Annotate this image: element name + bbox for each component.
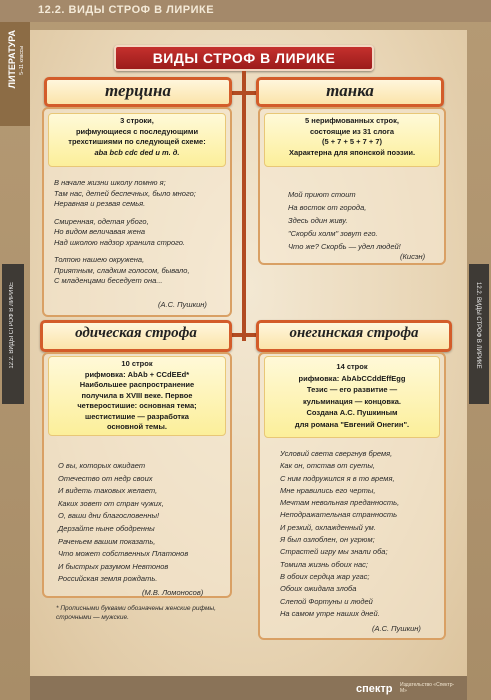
poem-line: Страстей игру мы знали оба; — [280, 547, 388, 557]
label-onegin: онегинская строфа — [289, 325, 419, 341]
author-tercet: (А.С. Пушкин) — [158, 300, 207, 309]
right-side-bar-text: 12.2. ВИДЫ СТРОФ В ЛИРИКЕ — [475, 282, 481, 369]
poem-line: Приятным, сладким голосом, бывало, — [54, 265, 190, 275]
label-tanka: танка — [326, 81, 374, 100]
poem-line: Что же? Скорбь — удел людей! — [288, 242, 401, 251]
footnote: * Прописными буквами обозначены женские рифмы, строчными — мужские. — [56, 605, 216, 621]
poem-line: И быстрых разумом Невтонов — [58, 561, 169, 571]
poem-tanka — [288, 188, 401, 253]
poem-line: Условий света свергнув бремя, — [280, 449, 393, 458]
poem-line: Там нас, детей беспечных, было много; — [54, 188, 196, 198]
poem-line: С младенцами беседует она... — [54, 276, 163, 285]
poem-line: Неравная и резвая семья. — [54, 199, 146, 208]
poem-line: Обоих ожидала злоба — [280, 584, 357, 594]
poem-onegin — [280, 448, 399, 620]
definition-ode: 10 строк рифмовка: AbAb + CCdEEd* Наибольшее распространение получила в XVIII веке. Первое четверостишие: основная тема; шестистишие — разработка основной темы. — [77, 359, 197, 431]
poem-ode — [58, 460, 188, 586]
definition-tanka: 5 нерифмованных строк, состоящие из 31 слога (5 + 7 + 5 + 7 + 7) Характерна для японской поэзии. — [288, 116, 416, 157]
poem-line: Здесь один живу. — [288, 216, 348, 225]
poem-line: "Скорби холм" зовут его. — [288, 229, 378, 238]
poem-line: Раченьем вашим показать, — [58, 536, 156, 546]
poem-line: В начале жизни школу помню я; — [54, 178, 166, 187]
poem-line: Толпою нашею окружена, — [54, 255, 145, 264]
definition-tercet: 3 строки, рифмующиеся с последующими трехстишиями по следующей схеме: aba bcb cdc ded и т. д. — [68, 116, 206, 157]
poem-line: Но видом величавая жена — [54, 227, 146, 236]
poem-line: Слепой Фортуны и людей — [280, 596, 373, 606]
poem-line: И резкий, охлажденный ум. — [280, 522, 376, 532]
poem-line: Я был озлоблен, он угрюм; — [280, 535, 375, 545]
poem-line: Российская земля рождать. — [58, 574, 158, 584]
publisher-logo: спектр — [356, 683, 393, 695]
poem-tercet — [54, 178, 196, 287]
poem-line: Как он, отстав от суеты, — [280, 461, 375, 471]
poem-line: Что может собственных Платонов — [58, 549, 189, 559]
label-ode: одическая строфа — [75, 325, 197, 341]
poem-line: Мне нравились его черты, — [280, 485, 376, 495]
poem-line: Смиренная, одетая убого, — [54, 216, 149, 226]
poem-line: В обоих сердца жар угас; — [280, 571, 370, 581]
poem-line: С ним подружился я в то время, — [280, 473, 395, 483]
poem-line: О, ваши дни благословенны! — [58, 511, 160, 521]
section-title: 12.2. ВИДЫ СТРОФ В ЛИРИКЕ — [38, 4, 215, 16]
poem-line: Каких зовет от стран чужих, — [58, 498, 164, 508]
connector-vertical — [242, 71, 246, 341]
left-side-bar-text: 12.2. ВИДЫ СТРОФ В ЛИРИКЕ — [9, 282, 15, 369]
poem-line: На самом утре наших дней. — [280, 608, 380, 618]
poem-line: Над школою надзор хранила строго. — [54, 237, 185, 247]
poem-line: Неподражательная странность — [280, 510, 398, 520]
subject-grades: 5–11 классы — [19, 46, 25, 75]
subject-title: ЛИТЕРАТУРА — [7, 30, 17, 89]
author-ode: (М.В. Ломоносов) — [142, 588, 204, 597]
definition-onegin: 14 строк рифмовка: AbAbCCddEffEgg Тезис — его развитие — кульминация — концовка. Создана А.С. Пушкиным для романа "Евгений Онегин". — [294, 362, 410, 429]
main-title: ВИДЫ СТРОФ В ЛИРИКЕ — [152, 50, 336, 66]
poem-line: Мой приют стоит — [288, 190, 356, 199]
author-onegin: (А.С. Пушкин) — [372, 624, 421, 633]
label-tercet: терцина — [105, 81, 171, 100]
poem-line: И видеть таковых желает, — [58, 486, 158, 496]
publisher-info: Издательство «Спектр-М» — [400, 682, 455, 694]
poem-line: Томила жизнь обоих нас; — [280, 559, 368, 569]
poem-line: О вы, которых ожидает — [58, 461, 146, 470]
poem-line: На восток от города, — [288, 203, 367, 212]
poem-line: Дерзайте ныне ободренны — [58, 523, 155, 533]
author-tanka: (Кисэн) — [400, 252, 426, 261]
poem-line: Отечество от недр своих — [58, 473, 153, 483]
poem-line: Мечтам невольная преданность, — [280, 498, 400, 508]
